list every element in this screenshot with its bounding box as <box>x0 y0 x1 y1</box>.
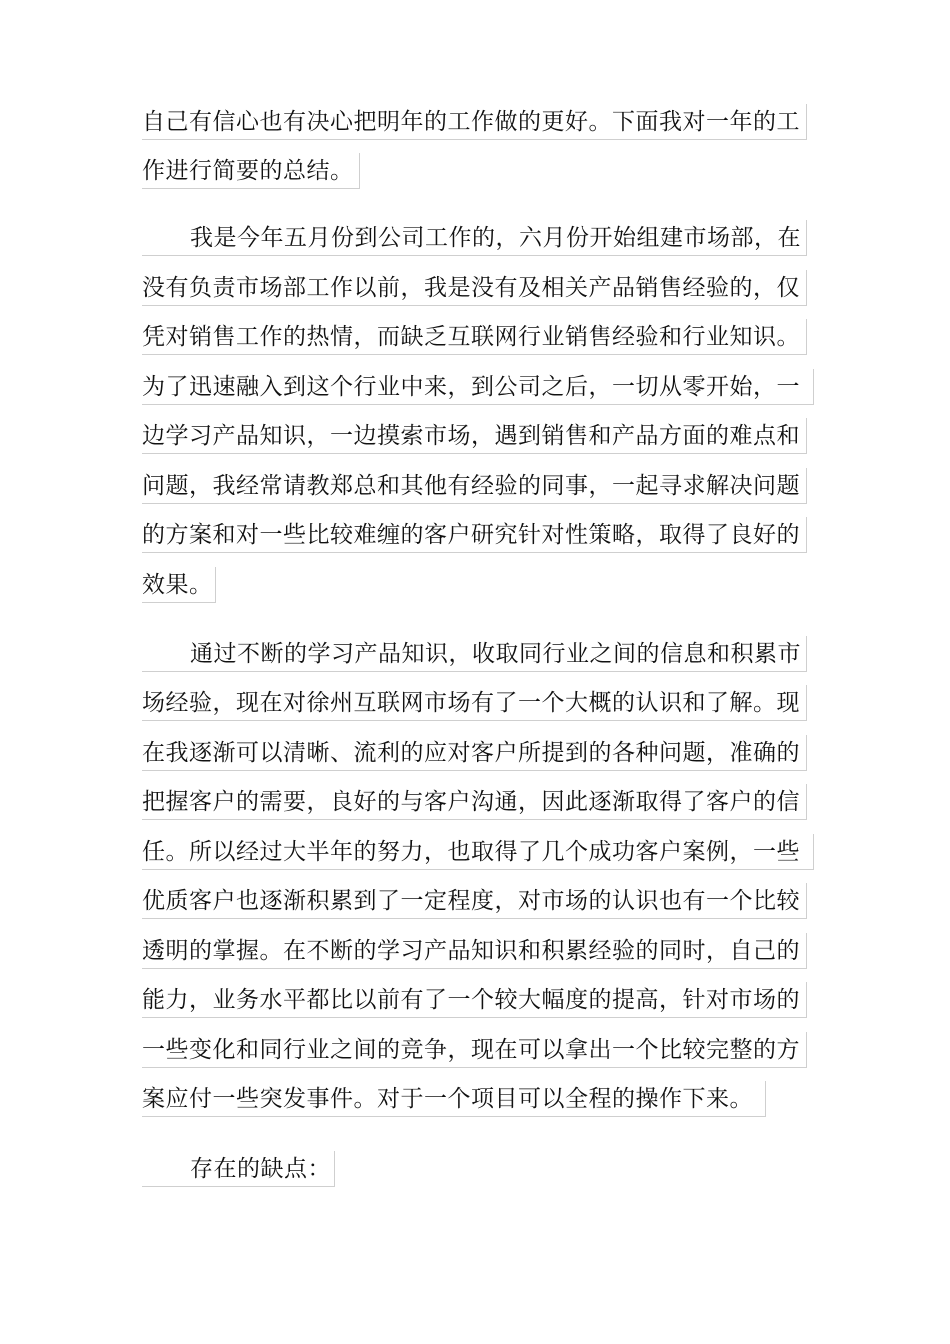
text-line: 案应付一些突发事件。对于一个项目可以全程的操作下来。 <box>142 1081 766 1117</box>
text-line: 场经验，现在对徐州互联网市场有了一个大概的认识和了解。现 <box>142 685 807 721</box>
text-line: 边学习产品知识，一边摸索市场，遇到销售和产品方面的难点和 <box>142 418 807 454</box>
text-line: 任。所以经过大半年的努力，也取得了几个成功客户案例，一些 <box>142 834 814 870</box>
text-line: 为了迅速融入到这个行业中来，到公司之后，一切从零开始，一 <box>142 369 814 405</box>
text-line: 通过不断的学习产品知识，收取同行业之间的信息和积累市 <box>142 636 807 672</box>
text-line: 一些变化和同行业之间的竞争，现在可以拿出一个比较完整的方 <box>142 1032 807 1068</box>
text-line: 自己有信心也有决心把明年的工作做的更好。下面我对一年的工 <box>142 104 807 140</box>
text-line: 把握客户的需要，良好的与客户沟通，因此逐渐取得了客户的信 <box>142 784 807 820</box>
text-line: 优质客户也逐渐积累到了一定程度，对市场的认识也有一个比较 <box>142 883 807 919</box>
text-line: 能力，业务水平都比以前有了一个较大幅度的提高，针对市场的 <box>142 982 807 1018</box>
text-line: 的方案和对一些比较难缠的客户研究针对性策略，取得了良好的 <box>142 517 807 553</box>
text-line: 效果。 <box>142 567 216 603</box>
text-line: 我是今年五月份到公司工作的，六月份开始组建市场部，在 <box>142 220 807 256</box>
text-line: 在我逐渐可以清晰、流利的应对客户所提到的各种问题，准确的 <box>142 735 807 771</box>
text-line: 没有负责市场部工作以前，我是没有及相关产品销售经验的，仅 <box>142 270 807 306</box>
text-line: 透明的掌握。在不断的学习产品知识和积累经验的同时，自己的 <box>142 933 807 969</box>
text-line: 存在的缺点： <box>142 1151 335 1187</box>
text-line: 问题，我经常请教郑总和其他有经验的同事，一起寻求解决问题 <box>142 468 807 504</box>
text-line: 作进行简要的总结。 <box>142 153 360 189</box>
text-line: 凭对销售工作的热情，而缺乏互联网行业销售经验和行业知识。 <box>142 319 807 355</box>
